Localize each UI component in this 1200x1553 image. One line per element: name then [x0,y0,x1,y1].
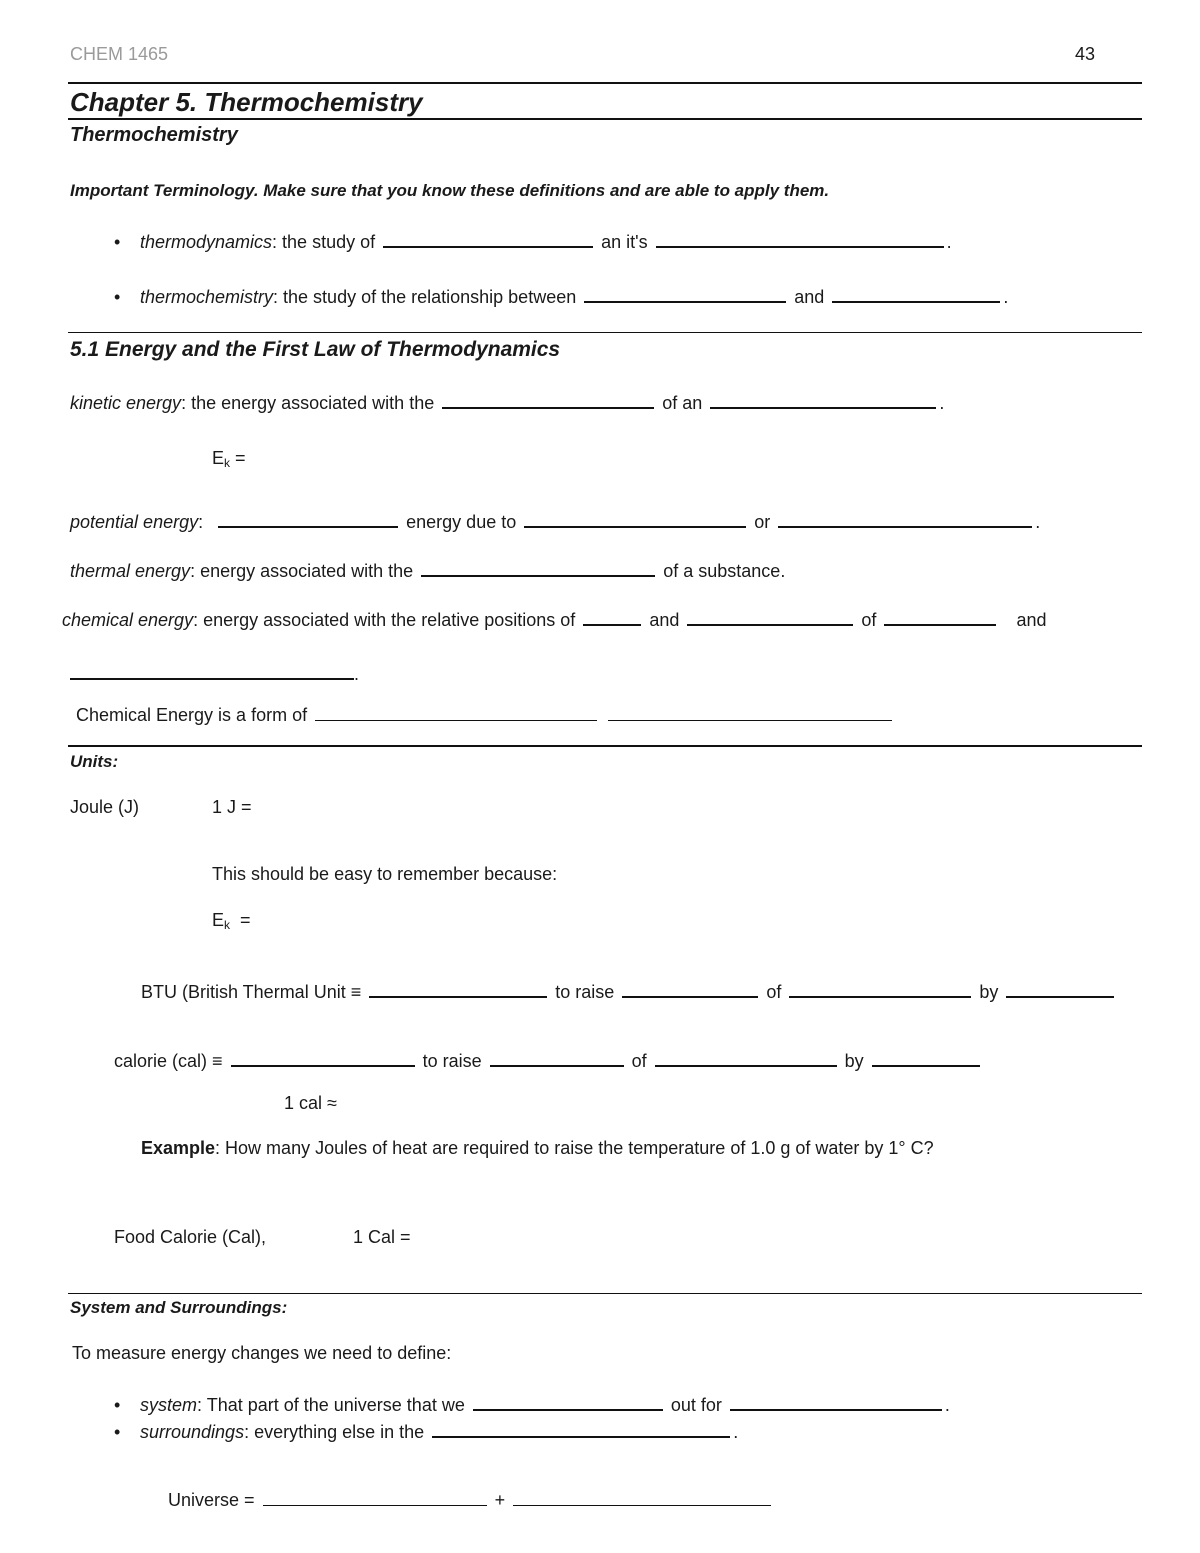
fill-blank[interactable] [583,608,641,626]
fill-blank[interactable] [584,285,786,303]
kinetic-energy-formula [212,449,246,469]
subtitle: Thermochemistry [70,124,238,146]
units-rule [68,745,1142,747]
definition-text: and [794,287,825,307]
thermal-energy-line [70,559,785,580]
fill-blank[interactable] [524,510,746,528]
example-question [141,1139,934,1157]
kinetic-energy-line [70,391,944,412]
system-heading: System and Surroundings: [70,1298,288,1317]
definition-text: : energy associated with the relative positions of [193,610,576,630]
remember-text: This should be easy to remember because: [212,864,558,884]
fill-blank[interactable] [655,1049,837,1067]
fill-blank[interactable] [789,980,971,998]
joule-label: Joule (J) [70,797,140,817]
definition-text: of [631,1051,647,1071]
definition-text: : That part of the universe that we [197,1395,465,1415]
fill-blank[interactable] [263,1489,487,1506]
example-label: Example [141,1138,216,1158]
punctuation: . [946,232,952,252]
bullet: • [114,232,121,252]
definition-text: to raise [422,1051,482,1071]
fill-blank[interactable] [490,1049,624,1067]
fill-blank[interactable] [383,230,593,248]
fill-blank[interactable] [1006,980,1114,998]
definition-text: out for [670,1395,722,1415]
definition-text: of a substance. [663,561,786,581]
example-text: : How many Joules of heat are required to raise the temperature of 1.0 g of water by 1° C? [215,1138,934,1158]
fill-blank[interactable] [231,1049,415,1067]
universe-label: Universe = [168,1490,255,1510]
title-rule [68,118,1142,120]
ek-symbol: E [212,910,225,930]
joule-equation: 1 J = [212,797,252,817]
ek-formula-units [212,911,251,931]
page-number: 43 [1075,44,1096,64]
fill-blank[interactable] [884,608,996,626]
list-item-thermochemistry [114,285,1008,306]
term-kinetic-energy: kinetic energy [70,393,182,413]
food-calorie-label: Food Calorie (Cal), [114,1227,267,1247]
fill-blank[interactable] [442,391,654,409]
universe-equation [168,1489,774,1509]
term-system: system [140,1395,198,1415]
chemical-energy-form-line [76,704,895,724]
definition-text: : everything else in the [244,1422,425,1442]
section-heading-5-1: 5.1 Energy and the First Law of Thermodynamics [70,338,561,361]
definition-text: : the energy associated with the [181,393,435,413]
punctuation: . [939,393,945,413]
terminology-intro: Important Terminology. Make sure that you know these definitions and are able to apply them. [70,181,830,200]
course-code: CHEM 1465 [70,44,169,64]
units-heading: Units: [70,752,119,771]
fill-blank[interactable] [687,608,853,626]
chemical-energy-line [62,608,1046,629]
list-item-thermodynamics [114,230,952,251]
system-rule [68,1293,1142,1294]
list-item-surroundings [114,1420,738,1441]
definition-text: by [844,1051,864,1071]
header-rule [68,82,1142,84]
plus-sign: + [494,1490,506,1510]
system-intro: To measure energy changes we need to define: [72,1343,452,1363]
chemical-energy-continuation [70,662,359,683]
definition-text: : energy associated with the [190,561,414,581]
fill-blank[interactable] [513,1489,771,1506]
potential-energy-line [70,510,1040,531]
bullet: • [114,1422,121,1442]
definition-text: of [766,982,782,1002]
fill-blank[interactable] [70,662,354,680]
definition-text: by [979,982,999,1002]
punctuation: . [1035,512,1041,532]
punctuation: . [733,1422,739,1442]
food-calorie-equation: 1 Cal = [353,1227,411,1247]
fill-blank[interactable] [778,510,1032,528]
equals: = [230,910,251,930]
definition-text: and [649,610,680,630]
cal-approx: 1 cal ≈ [284,1093,337,1113]
fill-blank[interactable] [315,704,597,721]
statement-text: Chemical Energy is a form of [76,705,308,725]
fill-blank[interactable] [473,1393,663,1411]
btu-label: BTU (British Thermal Unit ≡ [141,982,362,1002]
definition-text: of [861,610,877,630]
definition-text: of an [662,393,703,413]
fill-blank[interactable] [432,1420,730,1438]
bullet: • [114,287,121,307]
fill-blank[interactable] [710,391,936,409]
punctuation: . [354,664,360,684]
fill-blank[interactable] [872,1049,980,1067]
ek-subscript: k [224,456,231,470]
calorie-line [114,1049,983,1070]
colon: : [198,512,204,532]
ek-subscript: k [224,918,231,932]
section-rule [68,332,1142,333]
ek-symbol: E [212,448,225,468]
definition-text: an it's [601,232,648,252]
fill-blank[interactable] [218,510,398,528]
term-thermochemistry: thermochemistry [140,287,274,307]
chapter-title: Chapter 5. Thermochemistry [70,87,423,117]
term-thermodynamics: thermodynamics [140,232,273,252]
btu-line [141,980,1117,1001]
definition-text: to raise [555,982,615,1002]
fill-blank[interactable] [730,1393,942,1411]
definition-text: or [754,512,771,532]
term-potential-energy: potential energy [70,512,199,532]
list-item-system [114,1393,950,1414]
fill-blank[interactable] [608,704,892,721]
term-chemical-energy: chemical energy [62,610,194,630]
definition-text: : the study of [272,232,376,252]
definition-text: : the study of the relationship between [273,287,577,307]
fill-blank[interactable] [832,285,1000,303]
fill-blank[interactable] [369,980,547,998]
definition-text: energy due to [406,512,517,532]
bullet: • [114,1395,121,1415]
term-surroundings: surroundings [140,1422,245,1442]
term-thermal-energy: thermal energy [70,561,191,581]
punctuation: . [944,1395,950,1415]
fill-blank[interactable] [421,559,655,577]
fill-blank[interactable] [622,980,758,998]
calorie-label: calorie (cal) ≡ [114,1051,223,1071]
definition-text: and [1016,610,1047,630]
equals: = [230,448,246,468]
fill-blank[interactable] [656,230,944,248]
punctuation: . [1003,287,1009,307]
